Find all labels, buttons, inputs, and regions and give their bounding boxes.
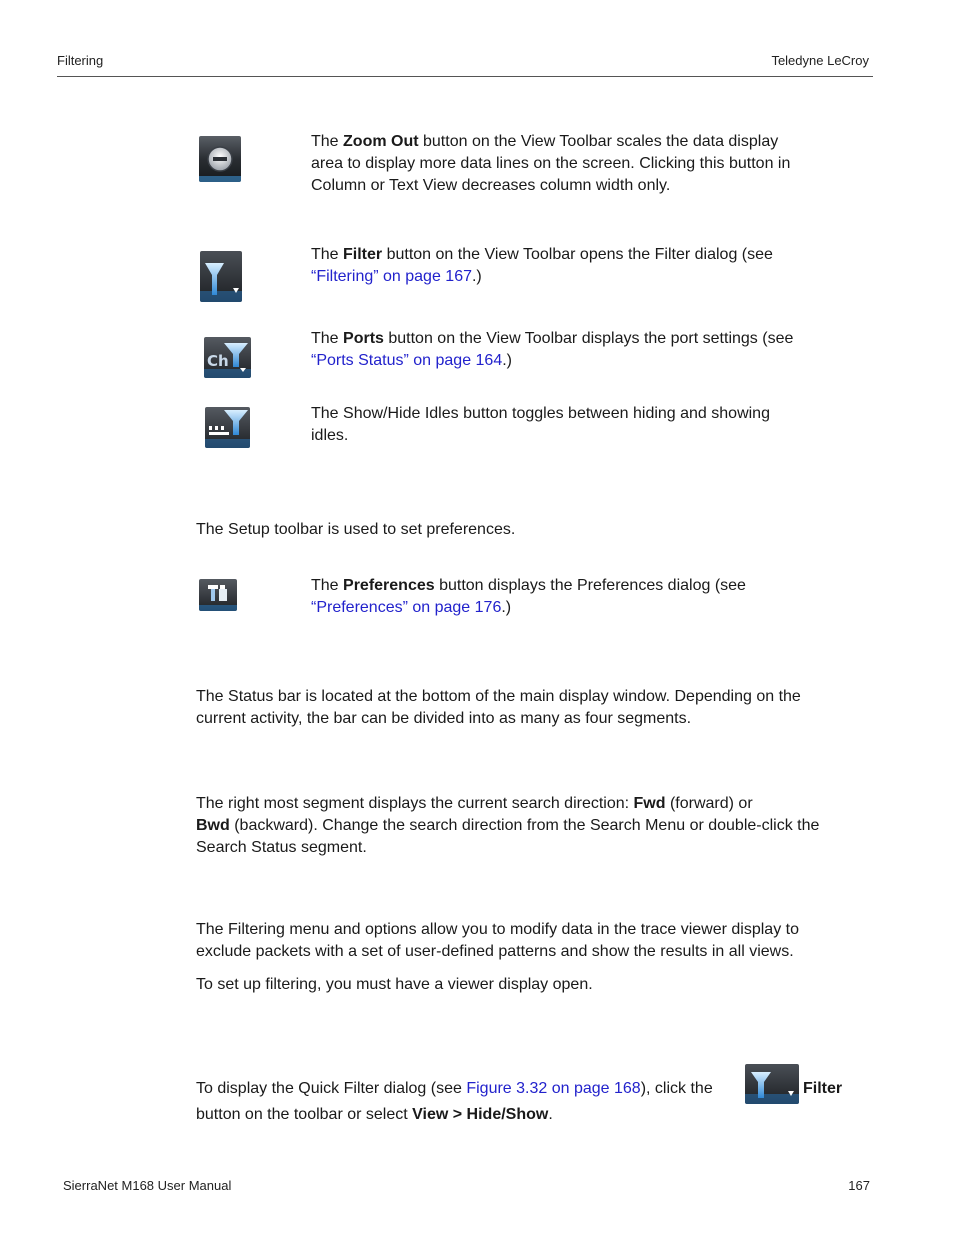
- zoom-out-icon: [199, 136, 241, 182]
- filter-description: The Filter button on the View Toolbar opens the Filter dialog (see “Filtering” on page 167.): [311, 246, 773, 285]
- header-rule: [57, 76, 873, 77]
- quick-filter-line-2: button on the toolbar or select View > Hide/Show.: [196, 1106, 553, 1123]
- quick-filter-bold-label: Filter: [803, 1080, 843, 1097]
- ports-icon-label: Ch: [207, 352, 229, 370]
- header-company: Teledyne LeCroy: [771, 53, 869, 68]
- setup-filtering-note: To set up filtering, you must have a viewer display open.: [196, 976, 593, 993]
- inline-filter-icon: [745, 1064, 799, 1104]
- ports-status-link[interactable]: “Ports Status” on page 164: [311, 352, 503, 369]
- menu-path: View > Hide/Show: [412, 1106, 549, 1123]
- status-bar-description: The Status bar is located at the bottom of the main display window. Depending on the current activity, the bar can be divided into as many as four segments.: [196, 688, 801, 727]
- idles-description: The Show/Hide Idles button toggles between hiding and showing idles.: [311, 405, 770, 444]
- preferences-description: The Preferences button displays the Preferences dialog (see “Preferences” on page 176.): [311, 577, 746, 616]
- setup-toolbar-intro: The Setup toolbar is used to set preferences.: [196, 521, 516, 538]
- figure-3-32-link[interactable]: Figure 3.32 on page 168: [466, 1080, 641, 1097]
- show-hide-idles-icon: [205, 407, 250, 448]
- header-section-title: Filtering: [57, 53, 104, 68]
- search-direction-description: The right most segment displays the current search direction: Fwd (forward) or Bwd (backward). Change the search direction from the Search Menu or double-click the Search Status segment.: [196, 795, 820, 856]
- filtering-link[interactable]: “Filtering” on page 167: [311, 268, 472, 285]
- page-number: 167: [848, 1178, 870, 1193]
- zoom-out-description: The Zoom Out button on the View Toolbar scales the data display area to display more data lines on the screen. Clicking this button in Column or Text View decreases column width only.: [311, 133, 791, 194]
- ports-icon: [204, 337, 251, 378]
- filtering-intro: The Filtering menu and options allow you to modify data in the trace viewer display to exclude packets with a set of user-defined patterns and show the results in all views.: [196, 921, 799, 960]
- footer-manual-title: SierraNet M168 User Manual: [63, 1178, 232, 1193]
- quick-filter-line-1: To display the Quick Filter dialog (see Figure 3.32 on page 168), click the: [196, 1080, 713, 1097]
- preferences-link[interactable]: “Preferences” on page 176: [311, 599, 502, 616]
- ports-description: The Ports button on the View Toolbar displays the port settings (see “Ports Status” on page 164.): [311, 330, 794, 369]
- filter-icon: [200, 251, 242, 302]
- preferences-icon: [199, 579, 237, 611]
